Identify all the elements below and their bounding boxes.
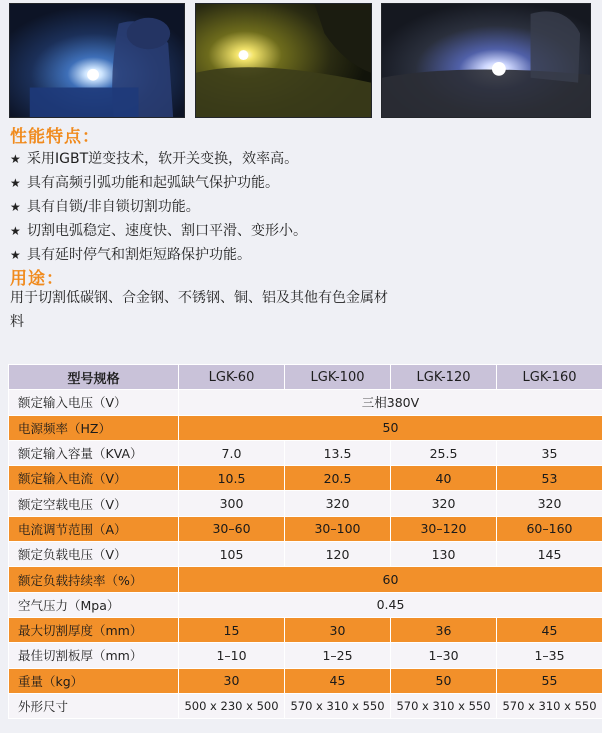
row-value: 60–160	[497, 516, 602, 541]
model-lgk-160: LGK-160	[497, 365, 602, 390]
table-row	[9, 668, 602, 693]
star-icon: ★	[10, 176, 21, 190]
row-value: 320	[391, 491, 497, 516]
row-label: 最佳切割板厚（mm）	[9, 643, 179, 668]
table-row	[9, 415, 602, 440]
row-value: 1–25	[285, 643, 391, 668]
row-value: 13.5	[285, 440, 391, 465]
row-value: 53	[497, 466, 602, 491]
row-value: 7.0	[179, 440, 285, 465]
star-icon: ★	[10, 224, 21, 238]
row-value: 570 x 310 x 550	[285, 693, 391, 718]
row-value: 35	[497, 440, 602, 465]
row-value: 40	[391, 466, 497, 491]
row-merged-value: 50	[179, 415, 602, 440]
row-value: 36	[391, 617, 497, 642]
table-row	[9, 567, 602, 592]
row-value: 105	[179, 542, 285, 567]
row-label: 额定输入电压（V）	[9, 390, 179, 415]
table-row	[9, 693, 602, 718]
row-value: 30–60	[179, 516, 285, 541]
table-row	[9, 617, 602, 642]
photo-strip	[9, 3, 591, 118]
row-value: 1–35	[497, 643, 602, 668]
row-merged-value: 0.45	[179, 592, 602, 617]
star-icon: ★	[10, 152, 21, 166]
row-value: 30	[285, 617, 391, 642]
usage-text: 用于切割低碳钢、合金钢、不锈钢、铜、铝及其他有色金属材料	[10, 290, 388, 330]
row-label: 外形尺寸	[9, 693, 179, 718]
row-value: 145	[497, 542, 602, 567]
welder-photo-2	[195, 3, 372, 118]
row-value: 45	[285, 668, 391, 693]
row-value: 320	[285, 491, 391, 516]
row-label: 额定输入电流（V）	[9, 466, 179, 491]
features-title: 性能特点：	[10, 127, 100, 147]
row-label: 重量（kg）	[9, 668, 179, 693]
star-icon: ★	[10, 248, 21, 262]
row-label: 额定空载电压（V）	[9, 491, 179, 516]
list-item: ★ 切割电弧稳定、速度快、割口平滑、变形小。	[10, 219, 307, 243]
row-value: 300	[179, 491, 285, 516]
row-value: 30	[179, 668, 285, 693]
usage-title: 用途：	[10, 269, 64, 289]
row-merged-value: 三相380V	[179, 390, 602, 415]
model-lgk-100: LGK-100	[285, 365, 391, 390]
row-value: 1–10	[179, 643, 285, 668]
list-item: ★ 具有高频引弧功能和起弧缺气保护功能。	[10, 171, 307, 195]
header-label: 型号规格	[9, 365, 179, 390]
table-row	[9, 516, 602, 541]
row-label: 额定输入容量（KVA）	[9, 440, 179, 465]
row-label: 最大切割厚度（mm）	[9, 617, 179, 642]
row-value: 570 x 310 x 550	[391, 693, 497, 718]
row-value: 1–30	[391, 643, 497, 668]
model-lgk-60: LGK-60	[179, 365, 285, 390]
table-row	[9, 440, 602, 465]
model-lgk-120: LGK-120	[391, 365, 497, 390]
table-row	[9, 643, 602, 668]
row-value: 570 x 310 x 550	[497, 693, 602, 718]
row-value: 30–120	[391, 516, 497, 541]
row-merged-value: 60	[179, 567, 602, 592]
welder-photo-3	[381, 3, 591, 118]
list-item: ★ 具有延时停气和割炬短路保护功能。	[10, 243, 307, 267]
row-label: 空气压力（Mpa）	[9, 592, 179, 617]
welder-photo-1	[9, 3, 185, 118]
table-row	[9, 542, 602, 567]
row-value: 55	[497, 668, 602, 693]
row-label: 额定负载持续率（%）	[9, 567, 179, 592]
row-value: 130	[391, 542, 497, 567]
row-value: 45	[497, 617, 602, 642]
table-row	[9, 466, 602, 491]
row-value: 500 x 230 x 500	[179, 693, 285, 718]
spec-table	[8, 364, 602, 719]
row-value: 320	[497, 491, 602, 516]
row-value: 120	[285, 542, 391, 567]
row-value: 20.5	[285, 466, 391, 491]
row-label: 额定负载电压（V）	[9, 542, 179, 567]
list-item: ★ 采用IGBT逆变技术，软开关变换，效率高。	[10, 147, 307, 171]
list-item: ★ 具有自锁/非自锁切割功能。	[10, 195, 307, 219]
row-label: 电源频率（HZ）	[9, 415, 179, 440]
row-value: 10.5	[179, 466, 285, 491]
row-value: 15	[179, 617, 285, 642]
row-value: 30–100	[285, 516, 391, 541]
feature-list	[10, 147, 307, 267]
row-value: 25.5	[391, 440, 497, 465]
table-row	[9, 390, 602, 415]
table-row	[9, 592, 602, 617]
row-value: 50	[391, 668, 497, 693]
row-label: 电流调节范围（A）	[9, 516, 179, 541]
table-row	[9, 491, 602, 516]
star-icon: ★	[10, 200, 21, 214]
table-header-row	[9, 365, 602, 390]
